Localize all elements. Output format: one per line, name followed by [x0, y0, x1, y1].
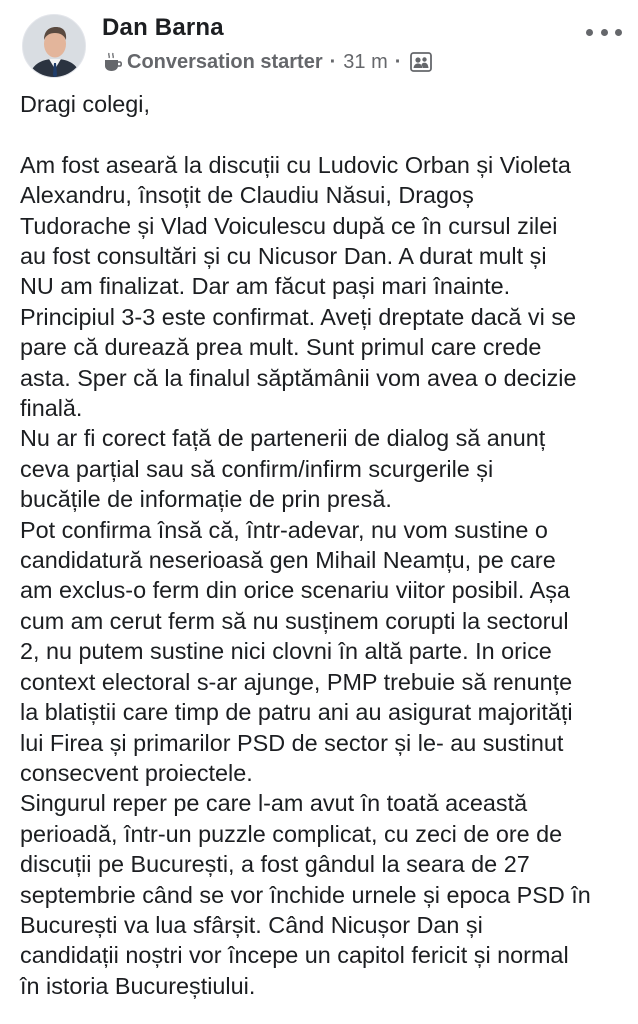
paragraph-spacer [20, 119, 624, 149]
post-meta [102, 48, 432, 76]
author-avatar[interactable] [22, 14, 86, 78]
post-paragraph-3: Pot confirma însă că, într-adevar, nu vom sustine o candidatură neserioasă gen Mihail Neamțu, pe care am exclus-o ferm din orice scenariu viitor posibil. Așa cum am cerut ferm să nu susținem corupti la sectorul 2, nu putem sustine nici clovni în altă parte. In orice context electoral s-ar ajunge, PMP trebuie să renunțe la blatiștii care timp de patru ani au asigurat majorități lui Firea și primarilor PSD de sector și le- au sustinut consecvent proiectele. [20, 516, 573, 786]
more-dot [586, 29, 593, 36]
meta-separator: · [329, 50, 337, 73]
post-body [20, 89, 624, 1001]
more-dot [615, 29, 622, 36]
author-name[interactable]: Dan Barna [102, 14, 224, 41]
more-dot [601, 29, 608, 36]
post-paragraph-1: Am fost aseară la discuții cu Ludovic Orban și Violeta Alexandru, însoțit de Claudiu Năsui, Dragoș Tudorache și Vlad Voiculescu după ce în cursul zilei au fost consultări și cu Nicusor Dan. A durat mult și NU am finalizat. Dar am făcut pași mari înainte. Principiul 3-3 este confirmat. Aveți dreptate dacă vi se pare că durează prea mult. Sunt primul care crede asta. Sper că la finalul săptămânii vom avea o decizie finală. [20, 151, 577, 422]
post-timestamp[interactable]: 31 m [343, 50, 388, 73]
post-paragraph-2: Nu ar fi corect față de partenerii de dialog să anunț ceva parțial sau să confirm/infirm scurgerile și bucățile de informație de prin presă. [20, 425, 546, 513]
post-paragraph-4: Singurul reper pe care l-am avut în toată această perioadă, într-un puzzle complicat, cu zeci de ore de discuții pe București, a fost gândul la seara de 27 septembrie când se vor închide urnele și epoca PSD în București va lua sfârșit. Când Nicușor Dan și candidații noștri vor începe un capitol fericit și normal în istoria Bucureștiului. [20, 790, 591, 999]
meta-separator-2: · [394, 50, 402, 73]
post-header [0, 0, 638, 90]
conversation-starter-badge: Conversation starter [127, 50, 323, 73]
coffee-cup-icon [102, 51, 124, 73]
post-greeting: Dragi colegi, [20, 91, 151, 117]
group-icon[interactable] [410, 52, 432, 72]
avatar-photo [23, 15, 86, 78]
more-options-icon[interactable] [586, 22, 622, 42]
